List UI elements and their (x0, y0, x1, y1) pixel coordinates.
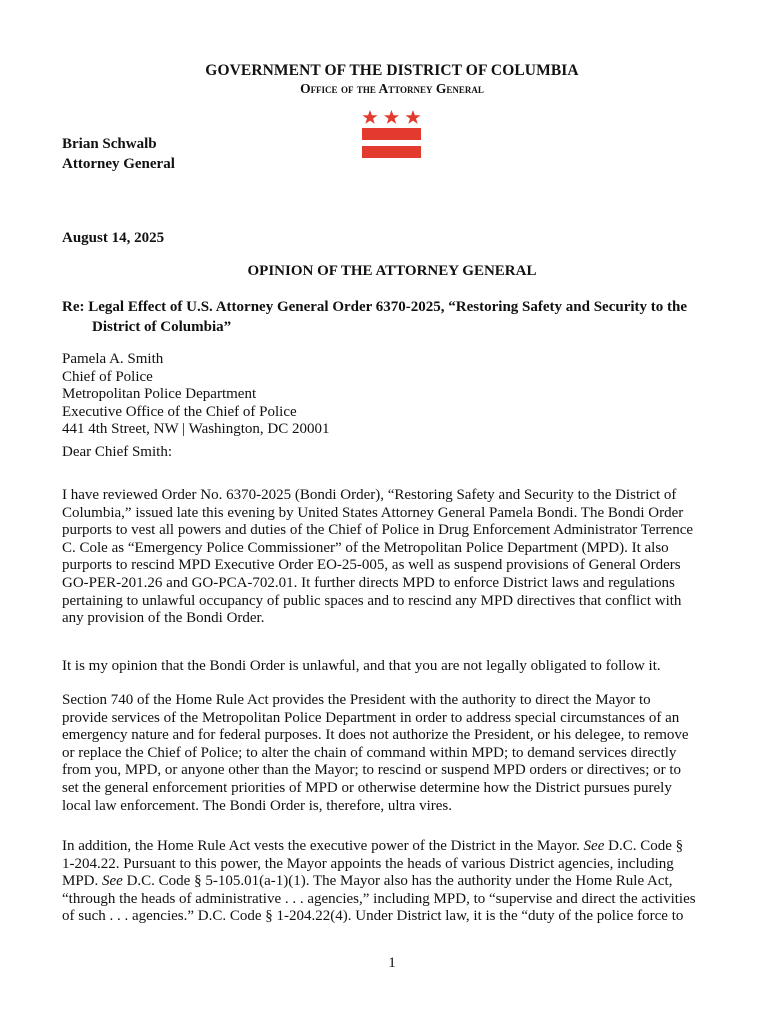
paragraph-line: pertaining to unlawful occupancy of public spaces and to rescind any MPD directives that conflict with (62, 592, 682, 609)
addressee-name: Pamela A. Smith (62, 351, 164, 367)
paragraph-line: local law enforcement. The Bondi Order is, therefore, ultra vires. (62, 797, 452, 814)
addressee-address: 441 4th Street, NW | Washington, DC 20001 (62, 421, 330, 438)
paragraph-1 (62, 487, 752, 628)
paragraph-line: of such . . . agencies.” D.C. Code § 1-204.22(4). Under District law, it is the “duty of the police force to (62, 908, 684, 925)
paragraph-line: Section 740 of the Home Rule Act provides the President with the authority to direct the Mayor to (62, 692, 651, 708)
document-date: August 14, 2025 (62, 230, 165, 246)
paragraph-line: set the general enforcement priorities of MPD or otherwise determine how the District pursues purely (62, 779, 672, 796)
document-title: OPINION OF THE ATTORNEY GENERAL (247, 263, 537, 279)
paragraph-line: MPD. See D.C. Code § 5-105.01(a-1)(1). The Mayor also has the authority under the Home Rule Act, (62, 873, 673, 890)
paragraph-line: from you, MPD, or anyone other than the Mayor; to rescind or suspend MPD orders or directives; or to (62, 762, 682, 779)
paragraph-4 (62, 838, 752, 926)
citation-signal: See (583, 838, 605, 854)
page-number: 1 (388, 955, 396, 971)
paragraph-line: purports to rescind MPD Executive Order EO-25-005, as well as suspend provisions of General Orders (62, 557, 681, 574)
subject-line-2: District of Columbia” (92, 318, 232, 335)
addressee-title: Chief of Police (62, 368, 153, 385)
paragraph-line: any provision of the Bondi Order. (62, 610, 265, 627)
paragraph-2-conclusion (62, 658, 752, 676)
author-title: Attorney General (62, 155, 175, 172)
paragraph-line: Columbia,” issued late this evening by United States Attorney General Pamela Bondi. The Bondi Order (62, 504, 684, 521)
paragraph-line: purports to vest all powers and duties of the Chief of Police in Drug Enforcement Administrator Terrence (62, 522, 694, 539)
addressee-department: Metropolitan Police Department (62, 386, 257, 403)
paragraph-line: GO-PER-201.26 and GO-PCA-702.01. It further directs MPD to enforce District laws and regulations (62, 574, 675, 591)
star-icon (363, 110, 378, 124)
paragraph-line: In addition, the Home Rule Act vests the executive power of the District in the Mayor. See D.C. Code § (62, 838, 684, 854)
citation-signal: See (102, 873, 123, 890)
star-icon (406, 110, 421, 124)
letterhead-title: GOVERNMENT OF THE DISTRICT OF COLUMBIA (205, 62, 579, 79)
addressee-block (62, 351, 329, 439)
paragraph-line: C. Cole as “Emergency Police Commissioner” of the Metropolitan Police Department (MPD). It also (62, 539, 669, 556)
subject-line-1: Re: Legal Effect of U.S. Attorney General Order 6370-2025, “Restoring Safety and Security to the (62, 299, 688, 315)
dc-flag-icon (361, 108, 422, 160)
paragraph-line: It is my opinion that the Bondi Order is unlawful, and that you are not legally obligated to follow it. (62, 658, 661, 674)
paragraph-line: emergency nature and for federal purposes. It does not authorize the President, or his delegee, to remove (62, 727, 689, 744)
paragraph-line: 1-204.22. Pursuant to this power, the Mayor appoints the heads of various District agencies, including (62, 855, 674, 872)
paragraph-3 (62, 692, 752, 815)
paragraph-line: “through the heads of administrative . . . agencies,” including MPD, to “supervise and direct the activities (62, 890, 696, 907)
star-icon (384, 110, 399, 124)
paragraph-line: I have reviewed Order No. 6370-2025 (Bondi Order), “Restoring Safety and Security to the District of (62, 487, 677, 503)
subject-line (62, 298, 742, 337)
salutation: Dear Chief Smith: (62, 444, 172, 460)
author-block (62, 135, 175, 174)
addressee-office: Executive Office of the Chief of Police (62, 403, 297, 420)
paragraph-line: or replace the Chief of Police; to alter the chain of command within MPD; to demand services directly (62, 744, 677, 761)
paragraph-line: provide services of the Metropolitan Police Department in order to address special circumstances of an (62, 709, 680, 726)
letterhead-subtitle: Office of the Attorney General (300, 81, 484, 96)
author-name: Brian Schwalb (62, 136, 157, 152)
